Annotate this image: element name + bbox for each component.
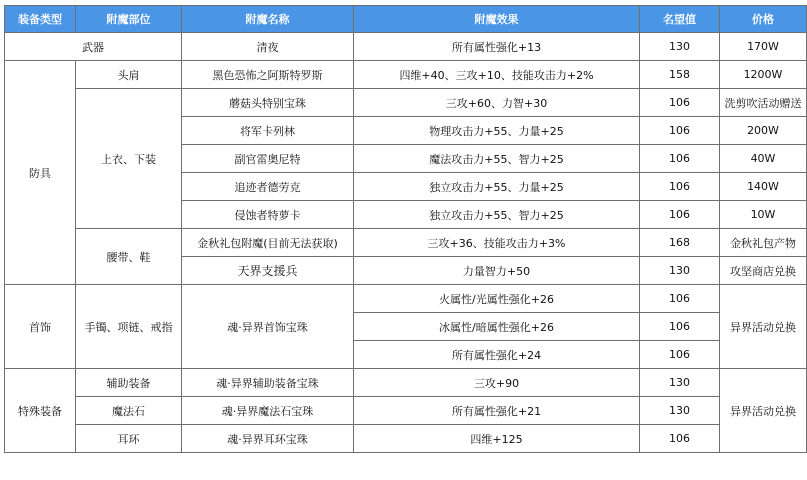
armor-type-cell: 防具 — [5, 61, 76, 285]
price-cell: 攻坚商店兑换 — [720, 257, 807, 285]
special-slot-cell: 魔法石 — [76, 397, 182, 425]
prestige-cell: 106 — [640, 89, 720, 117]
enchant-effect-cell: 火属性/光属性强化+26 — [354, 285, 640, 313]
enchant-name-cell: 侵蚀者特萝卡 — [182, 201, 354, 229]
enchant-name-cell: 魂·异界魔法石宝珠 — [182, 397, 354, 425]
enchant-effect-cell: 四维+125 — [354, 425, 640, 453]
prestige-cell: 106 — [640, 173, 720, 201]
armor-top-slot-cell: 上衣、下装 — [76, 89, 182, 229]
prestige-cell: 106 — [640, 145, 720, 173]
enchant-effect-cell: 三攻+60、力智+30 — [354, 89, 640, 117]
enchant-effect-cell: 所有属性强化+21 — [354, 397, 640, 425]
prestige-cell: 130 — [640, 369, 720, 397]
enchant-name-cell: 追迹者德劳克 — [182, 173, 354, 201]
accessory-price-cell: 异界活动兑换 — [720, 285, 807, 369]
enchant-name-cell: 天界支援兵 — [182, 257, 354, 285]
price-cell: 10W — [720, 201, 807, 229]
enchant-effect-cell: 冰属性/暗属性强化+26 — [354, 313, 640, 341]
weapon-prestige-cell: 130 — [640, 33, 720, 61]
header-effect: 附魔效果 — [354, 6, 640, 33]
header-price: 价格 — [720, 6, 807, 33]
enchant-effect-cell: 独立攻击力+55、智力+25 — [354, 201, 640, 229]
enchant-effect-cell: 三攻+36、技能攻击力+3% — [354, 229, 640, 257]
price-cell: 140W — [720, 173, 807, 201]
header-row — [5, 6, 807, 33]
accessory-name-cell: 魂·异界首饰宝珠 — [182, 285, 354, 369]
prestige-cell: 106 — [640, 313, 720, 341]
table-row — [5, 89, 807, 117]
weapon-type-cell: 武器 — [5, 33, 182, 61]
enchant-name-cell: 将军卡列林 — [182, 117, 354, 145]
prestige-cell: 130 — [640, 257, 720, 285]
table-row — [5, 397, 807, 425]
header-name: 附魔名称 — [182, 6, 354, 33]
accessory-slot-cell: 手镯、项链、戒指 — [76, 285, 182, 369]
prestige-cell: 106 — [640, 117, 720, 145]
price-cell: 金秋礼包产物 — [720, 229, 807, 257]
table-row — [5, 425, 807, 453]
table-row — [5, 61, 807, 89]
special-type-cell: 特殊装备 — [5, 369, 76, 453]
enchant-effect-cell: 三攻+90 — [354, 369, 640, 397]
table-row — [5, 285, 807, 313]
prestige-cell: 106 — [640, 341, 720, 369]
table-row — [5, 369, 807, 397]
enchant-name-cell: 魂·异界辅助装备宝珠 — [182, 369, 354, 397]
armor-head-prestige-cell: 158 — [640, 61, 720, 89]
enchant-effect-cell: 独立攻击力+55、力量+25 — [354, 173, 640, 201]
enchant-effect-cell: 所有属性强化+24 — [354, 341, 640, 369]
enchant-name-cell: 魂·异界耳环宝珠 — [182, 425, 354, 453]
prestige-cell: 130 — [640, 397, 720, 425]
prestige-cell: 106 — [640, 201, 720, 229]
enchant-name-cell: 蘑菇头特别宝珠 — [182, 89, 354, 117]
armor-head-effect-cell: 四维+40、三攻+10、技能攻击力+2% — [354, 61, 640, 89]
armor-head-price-cell: 1200W — [720, 61, 807, 89]
enchant-name-cell: 金秋礼包附魔(目前无法获取) — [182, 229, 354, 257]
accessory-type-cell: 首饰 — [5, 285, 76, 369]
header-prestige: 名望值 — [640, 6, 720, 33]
table-row — [5, 229, 807, 257]
enchant-effect-cell: 魔法攻击力+55、智力+25 — [354, 145, 640, 173]
enchant-name-cell: 副官雷奥尼特 — [182, 145, 354, 173]
special-slot-cell: 辅助装备 — [76, 369, 182, 397]
price-cell: 40W — [720, 145, 807, 173]
price-cell: 200W — [720, 117, 807, 145]
armor-head-name-cell: 黑色恐怖之阿斯特罗斯 — [182, 61, 354, 89]
table-row — [5, 33, 807, 61]
prestige-cell: 106 — [640, 285, 720, 313]
prestige-cell: 168 — [640, 229, 720, 257]
header-slot: 附魔部位 — [76, 6, 182, 33]
enchant-effect-cell: 物理攻击力+55、力量+25 — [354, 117, 640, 145]
special-price-cell: 异界活动兑换 — [720, 369, 807, 453]
enchant-effect-cell: 力量智力+50 — [354, 257, 640, 285]
price-cell: 洗剪吹活动赠送 — [720, 89, 807, 117]
armor-head-slot-cell: 头肩 — [76, 61, 182, 89]
special-slot-cell: 耳环 — [76, 425, 182, 453]
weapon-name-cell: 清夜 — [182, 33, 354, 61]
armor-belt-slot-cell: 腰带、鞋 — [76, 229, 182, 285]
prestige-cell: 106 — [640, 425, 720, 453]
weapon-effect-cell: 所有属性强化+13 — [354, 33, 640, 61]
enchant-table — [4, 5, 807, 453]
weapon-price-cell: 170W — [720, 33, 807, 61]
header-type: 装备类型 — [5, 6, 76, 33]
